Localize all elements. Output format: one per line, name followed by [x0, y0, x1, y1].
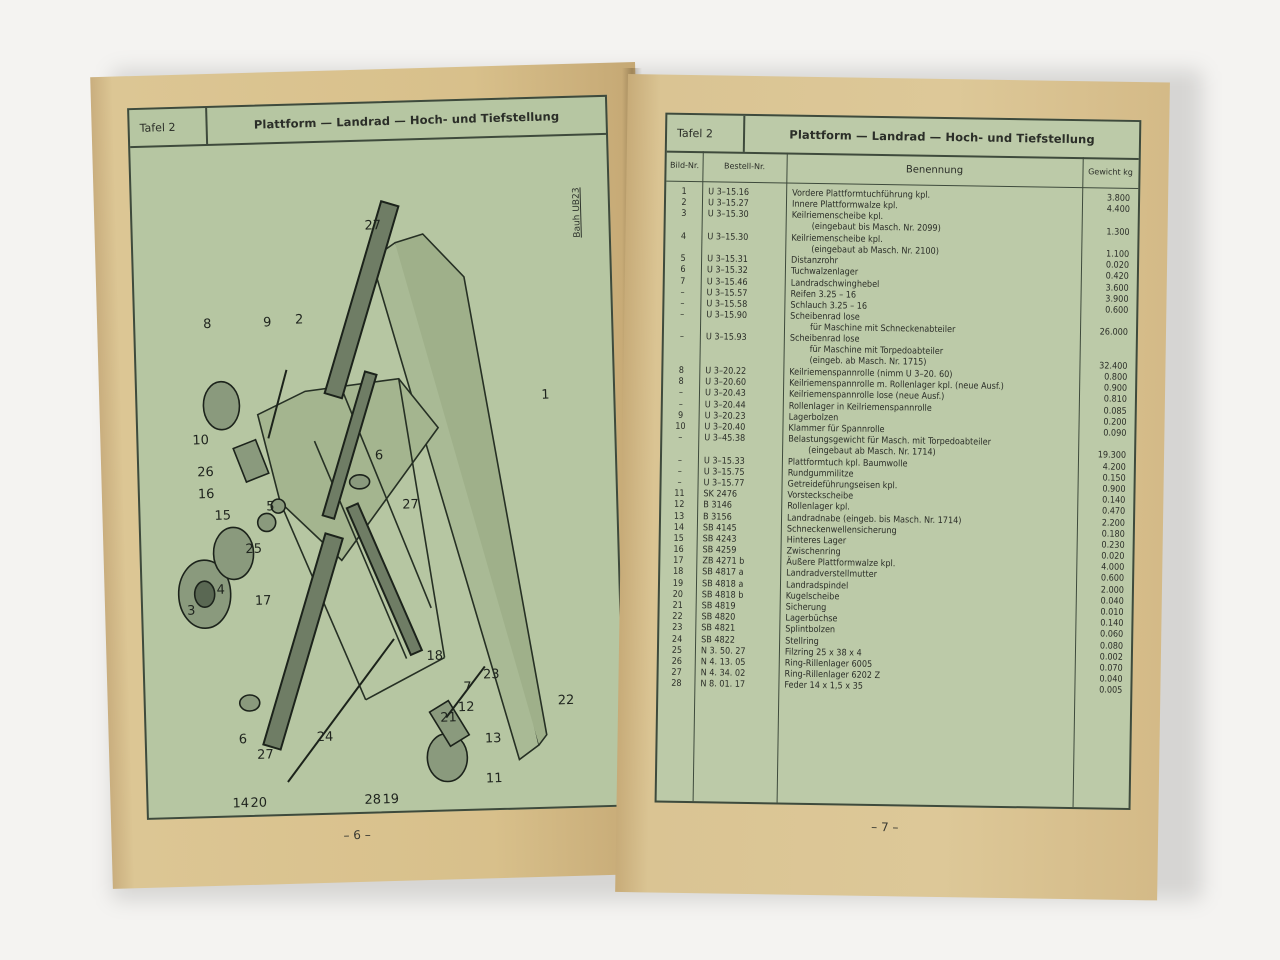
callout-10: 10 [192, 433, 210, 449]
callout-15: 15 [214, 508, 232, 524]
cell-bestell-nr: N 3. 50. 27 [700, 645, 746, 657]
cell-benennung-text: Lagerbolzen [788, 412, 839, 424]
cell-bild-nr: – [677, 477, 682, 488]
cell-benennung-text: Splintbolzen [785, 624, 836, 636]
cell-gewicht: 0.080 [1099, 641, 1124, 652]
cell-benennung-text: Keilriemenspannrolle (nimm U 3–20. 60) [789, 367, 953, 381]
table-header [666, 151, 1138, 189]
cell-bestell-nr: U 3–20.60 [705, 377, 747, 389]
cell-bestell-nr: U 3–15.27 [707, 198, 749, 210]
cell-gewicht: 2.000 [1100, 585, 1125, 596]
left-page [90, 62, 657, 889]
cell-bestell-nr: U 3–15.57 [706, 287, 748, 299]
cell-benennung-text: Vorsteckscheibe [787, 490, 854, 502]
cell-gewicht: 0.020 [1105, 260, 1130, 272]
callout-27-mid: 27 [402, 497, 420, 513]
cell-bild-nr: 26 [671, 656, 683, 667]
cell-bestell-nr: SB 4821 [701, 623, 736, 635]
cell-benennung-text: Rollenlager in Keilriemenspannrolle [788, 401, 932, 414]
cell-benennung-text: Feder 14 x 1,5 x 35 [784, 680, 863, 693]
cell-benennung-text: Schlauch 3.25 – 16 [790, 300, 868, 312]
header-benennung: Benennung [905, 163, 964, 176]
cell-bild-nr: – [680, 287, 685, 298]
cell-gewicht: 0.002 [1099, 652, 1123, 663]
cell-bild-nr: 24 [671, 634, 683, 645]
cell-bild-nr: 27 [671, 667, 682, 679]
cell-gewicht: 0.040 [1100, 596, 1124, 607]
parts-table [657, 151, 1139, 808]
cell-benennung-text: Keilriemenspannrolle lose (neue Ausf.) [788, 390, 945, 403]
cell-gewicht: 0.060 [1099, 629, 1124, 641]
parts-list-panel [655, 113, 1142, 810]
cell-gewicht: 0.020 [1101, 551, 1125, 562]
cell-bestell-nr: U 3–45.38 [704, 433, 746, 445]
cell-bild-nr: 3 [681, 209, 687, 220]
cell-bild-nr: 20 [672, 589, 684, 600]
cell-benennung-text: Äußere Plattformwalze kpl. [786, 557, 896, 570]
cell-benennung-text: Rollenlager kpl. [787, 501, 850, 513]
cell-bild-nr: – [678, 433, 683, 444]
cell-benennung-note: für Maschine mit Torpedoabteiler [809, 345, 944, 358]
cell-bild-nr: – [678, 388, 684, 399]
cell-benennung-note: (eingebaut ab Masch. Nr. 1714) [808, 446, 936, 459]
cell-bestell-nr: U 3–15.58 [706, 299, 748, 310]
cell-gewicht: 26.000 [1099, 327, 1129, 339]
cell-bild-nr: 28 [671, 679, 682, 690]
cell-bild-nr: 8 [678, 377, 684, 388]
callout-11: 11 [485, 770, 503, 787]
cell-gewicht: 4.000 [1101, 562, 1125, 574]
cell-bild-nr: 7 [680, 276, 686, 287]
cell-gewicht: 32.400 [1099, 361, 1128, 372]
cell-bestell-nr: B 3156 [702, 511, 732, 523]
cell-bild-nr: 2 [681, 198, 687, 209]
cell-benennung-text: Vordere Plattformtuchführung kpl. [792, 188, 931, 201]
cell-bestell-nr: U 3–15.90 [706, 310, 748, 321]
cell-bild-nr: 4 [680, 231, 687, 242]
cell-gewicht: 3.600 [1105, 283, 1129, 294]
cell-bestell-nr: U 3–15.16 [708, 187, 750, 198]
left-title: Plattform — Landrad — Hoch- und Tiefstellung [253, 109, 560, 132]
cell-benennung-text: Schneckenwellensicherung [786, 524, 897, 536]
cell-benennung-text: Klammer für Spannrolle [788, 423, 885, 436]
cell-benennung-text: Landradschwinghebel [790, 278, 880, 290]
callout-8: 8 [202, 316, 212, 333]
cell-benennung-text: Rundgummilitze [787, 468, 854, 480]
cell-bestell-nr: U 3–15.32 [706, 265, 748, 277]
cell-bild-nr: 18 [672, 567, 684, 578]
cell-bestell-nr: U 3–15.93 [705, 332, 747, 344]
left-page-number: – 6 – [343, 827, 371, 843]
cell-bestell-nr: SB 4822 [701, 634, 736, 646]
right-title: Plattform — Landrad — Hoch- und Tiefstellung [789, 127, 1095, 147]
callout-5: 5 [266, 499, 275, 515]
callout-9: 9 [262, 315, 272, 331]
cell-bild-nr: 25 [671, 645, 683, 656]
cell-benennung-text: Distanzrohr [791, 255, 838, 267]
cell-bild-nr: – [680, 309, 685, 321]
cell-benennung-text: Innere Plattformwalze kpl. [791, 199, 898, 212]
cell-gewicht: 0.900 [1103, 383, 1128, 395]
cell-gewicht: 3.800 [1106, 193, 1131, 204]
cell-bild-nr: 15 [673, 533, 684, 544]
cell-bild-nr: 17 [673, 556, 684, 567]
callout-23: 23 [482, 667, 500, 683]
cell-bild-nr: – [677, 455, 683, 466]
cell-bild-nr: 14 [673, 522, 685, 533]
callout-26: 26 [197, 464, 215, 481]
cell-benennung-text: Lagerbüchse [785, 613, 838, 625]
cell-gewicht: 1.300 [1106, 227, 1130, 238]
cell-gewicht: 0.140 [1100, 618, 1124, 630]
cell-benennung-text: Reifen 3.25 – 16 [790, 289, 857, 301]
cell-gewicht: 0.800 [1104, 372, 1128, 383]
header-gewicht: Gewicht kg [1088, 166, 1133, 177]
callout-1: 1 [541, 387, 550, 403]
cell-bestell-nr: U 3–20.23 [704, 411, 746, 422]
cell-bestell-nr: U 3–15.75 [703, 467, 745, 478]
cell-bestell-nr: SB 4820 [701, 612, 736, 623]
callout-3: 3 [186, 603, 196, 619]
cell-gewicht: 0.140 [1102, 495, 1126, 507]
right-page [615, 74, 1170, 900]
cell-benennung-text: Landradnabe (eingeb. bis Masch. Nr. 1714) [786, 513, 962, 526]
cell-benennung-text: Getreideführungseisen kpl. [787, 479, 898, 492]
cell-benennung-text: Ring-Rillenlager 6005 [784, 658, 873, 670]
cell-gewicht: 0.810 [1103, 394, 1128, 406]
cell-bild-nr: 6 [680, 265, 686, 276]
cell-gewicht: 1.100 [1105, 249, 1130, 260]
cell-benennung-text: Keilriemenscheibe kpl. [791, 233, 883, 245]
cell-gewicht: 0.085 [1103, 406, 1127, 417]
stamp-text: Bauh UB23 [571, 187, 583, 238]
cell-bestell-nr: U 3–20.40 [704, 422, 746, 433]
callout-19: 19 [382, 791, 400, 808]
cell-bestell-nr: SB 4243 [702, 534, 737, 545]
cell-gewicht: 0.090 [1103, 428, 1127, 439]
cell-benennung-text: Keilriemenspannrolle m. Rollenlager kpl. (neue Ausf.) [789, 378, 1004, 393]
cell-gewicht: 0.180 [1101, 529, 1125, 540]
cell-gewicht: 0.200 [1103, 417, 1127, 428]
callout-6-bottom: 6 [238, 732, 248, 748]
callout-18: 18 [426, 648, 444, 665]
callout-28: 28 [364, 792, 382, 808]
cell-benennung-text: Sicherung [785, 602, 827, 614]
cell-bild-nr: – [677, 466, 682, 477]
cell-benennung-note: (eingeb. ab Masch. Nr. 1715) [809, 356, 927, 369]
cell-benennung-text: Hinteres Lager [786, 535, 847, 547]
cell-bestell-nr: U 3–15.31 [707, 254, 749, 266]
cell-benennung-text: Scheibenrad lose [789, 334, 860, 346]
callout-22: 22 [557, 692, 575, 709]
callout-13: 13 [484, 730, 502, 747]
cell-bild-nr: 22 [672, 611, 683, 623]
cell-gewicht: 4.200 [1102, 462, 1126, 473]
cell-benennung-text: Ring-Rillenlager 6202 Z [784, 669, 881, 682]
cell-bestell-nr: U 3–15.33 [703, 455, 745, 467]
cell-gewicht: 0.420 [1105, 271, 1129, 283]
cell-bestell-nr: U 3–20.44 [704, 399, 746, 411]
cell-bild-nr: 19 [672, 578, 684, 589]
cell-gewicht: 0.150 [1102, 473, 1126, 484]
diagram-panel [127, 95, 627, 820]
callout-16: 16 [197, 486, 215, 503]
callout-20: 20 [250, 795, 268, 812]
cell-benennung-text: Landradverstellmutter [786, 569, 878, 581]
cell-benennung-text: Scheibenrad lose [790, 311, 860, 323]
cell-gewicht: 0.470 [1101, 506, 1126, 518]
cell-gewicht: 0.230 [1101, 540, 1125, 551]
cell-bild-nr: 21 [672, 600, 683, 611]
cell-gewicht: 0.010 [1100, 607, 1124, 618]
cell-bestell-nr: N 8. 01. 17 [700, 679, 746, 691]
cell-bild-nr: 11 [674, 488, 685, 500]
cell-benennung-note: (eingebaut ab Masch. Nr. 2100) [811, 244, 939, 257]
callout-27-bottom: 27 [257, 747, 274, 763]
cell-benennung-text: Zwischenring [786, 546, 841, 558]
cell-bild-nr: 5 [680, 254, 686, 265]
cell-bestell-nr: SB 4818 b [701, 590, 744, 601]
cell-benennung-text: Plattformtuch kpl. Baumwolle [787, 457, 908, 470]
callout-6: 6 [374, 448, 384, 464]
cell-bestell-nr: SB 4145 [702, 522, 737, 534]
cell-benennung-text: Keilriemenscheibe kpl. [791, 210, 884, 223]
cell-bestell-nr: U 3–15.46 [706, 276, 748, 288]
cell-gewicht: 3.900 [1105, 294, 1129, 305]
cell-bild-nr: 1 [681, 186, 687, 197]
cell-gewicht: 0.070 [1099, 663, 1123, 674]
callout-12: 12 [457, 699, 475, 716]
cell-bild-nr: – [678, 399, 683, 410]
cell-bild-nr: 13 [673, 511, 685, 522]
cell-gewicht: 0.040 [1099, 674, 1123, 685]
callout-2: 2 [294, 312, 304, 328]
cell-bestell-nr: U 3–20.22 [705, 366, 747, 377]
callout-17: 17 [254, 593, 272, 609]
cell-benennung-text: Belastungsgewicht für Masch. mit Torpedoabteiler [788, 434, 992, 448]
cell-bestell-nr: N 4. 34. 02 [700, 668, 746, 680]
cell-bild-nr: 16 [673, 544, 684, 556]
header-bild-nr: Bild-Nr. [670, 160, 700, 170]
cell-bild-nr: – [680, 298, 685, 309]
cell-gewicht: 0.900 [1102, 484, 1126, 495]
cell-gewicht: 4.400 [1106, 204, 1131, 216]
cell-bestell-nr: U 3–15.77 [703, 478, 745, 489]
callout-7: 7 [463, 679, 472, 696]
table-body [658, 187, 1138, 698]
cell-bild-nr: 23 [672, 623, 683, 634]
cell-bild-nr: 9 [677, 410, 684, 421]
cell-bestell-nr: ZB 4271 b [702, 556, 745, 568]
cell-bild-nr: 8 [678, 365, 684, 376]
cell-benennung-note: für Maschine mit Schneckenabteiler [809, 322, 956, 336]
cell-bestell-nr: N 4. 13. 05 [700, 657, 746, 668]
callout-14: 14 [232, 796, 250, 812]
cell-benennung-text: Stellring [785, 636, 819, 647]
cell-benennung-text: Kugelscheibe [785, 591, 840, 603]
callout-21: 21 [440, 710, 457, 726]
cell-gewicht: 2.200 [1101, 518, 1126, 529]
header-bestell-nr: Bestell-Nr. [723, 161, 766, 171]
cell-benennung-note: (eingebaut bis Masch. Nr. 2099) [811, 222, 941, 235]
cell-gewicht: 0.005 [1099, 685, 1123, 697]
left-tafel-label: Tafel 2 [129, 108, 208, 146]
cell-bestell-nr: U 3–20.43 [704, 388, 746, 400]
cell-bestell-nr: SK 2476 [703, 489, 738, 500]
cell-benennung [789, 334, 1079, 372]
right-page-number: – 7 – [871, 819, 899, 835]
callout-25: 25 [245, 541, 263, 558]
cell-bild-nr: – [679, 332, 684, 343]
cell-bild-nr: 10 [675, 421, 686, 432]
cell-bestell-nr: SB 4259 [702, 545, 737, 556]
cell-bestell-nr: SB 4819 [701, 601, 736, 612]
cell-benennung-text: Tuchwalzenlager [790, 266, 859, 278]
exploded-parts-diagram [130, 133, 625, 818]
cell-bild-nr: 12 [673, 500, 685, 511]
callout-24: 24 [316, 729, 334, 746]
right-tafel-label: Tafel 2 [667, 115, 746, 152]
cell-bestell-nr: U 3–15.30 [707, 209, 749, 221]
cell-gewicht: 19.300 [1097, 450, 1127, 462]
cell-bestell-nr: SB 4818 a [701, 578, 744, 590]
cell-gewicht: 0.600 [1100, 573, 1125, 585]
cell-bestell-nr: U 3–15.30 [707, 232, 749, 243]
cell-benennung-text: Filzring 25 x 38 x 4 [784, 647, 862, 659]
cell-benennung-text: Landradspindel [785, 580, 849, 592]
callout-4: 4 [216, 582, 226, 598]
callout-27-top: 27 [364, 218, 382, 234]
cell-bestell-nr: SB 4817 a [702, 567, 744, 579]
cell-bestell-nr: B 3146 [703, 500, 733, 512]
cell-gewicht: 0.600 [1105, 305, 1129, 316]
